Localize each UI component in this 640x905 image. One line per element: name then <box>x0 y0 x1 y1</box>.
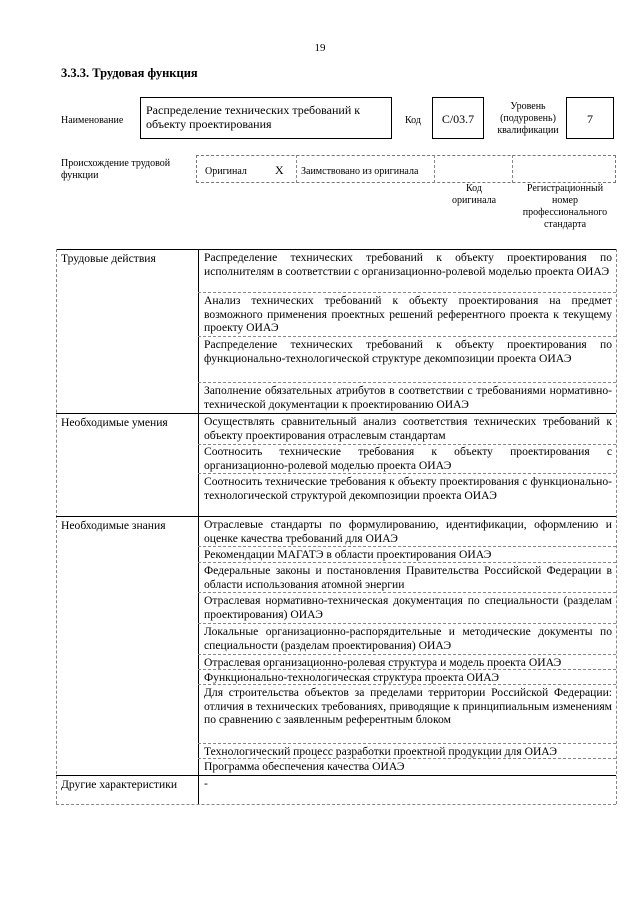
original-label: Оригинал <box>205 166 247 177</box>
knowledge-label: Необходимые знания <box>61 519 166 532</box>
code-label: Код <box>405 115 421 126</box>
skill-item: Соотносить технические требования к объекту проектирования с функционально-технологической структурой декомпозиции проекта ОИАЭ <box>204 475 612 502</box>
knowledge-item: Программа обеспечения качества ОИАЭ <box>204 760 405 773</box>
skill-item: Соотносить технические требования к объекту проектирования с организационно-ролевой моделью проекта ОИАЭ <box>204 445 612 472</box>
labor-action-item: Анализ технических требований к объекту проектирования на предмет возможного применения проектных решений референтного проекта к текущему проекту ОИАЭ <box>204 294 612 335</box>
knowledge-item: Отраслевая организационно-ролевая структура и модель проекта ОИАЭ <box>204 656 562 669</box>
knowledge-item: Отраслевая нормативно-техническая документация по специальности (разделам проектирования) ОИАЭ <box>204 594 612 621</box>
knowledge-item: Локальные организационно-распорядительные и методические документы по специальности (разделам проектирования) ОИАЭ <box>204 625 612 652</box>
name-box <box>140 97 392 139</box>
original-mark: X <box>275 163 284 177</box>
name-label: Наименование <box>61 115 124 126</box>
labor-actions-label: Трудовые действия <box>61 252 156 265</box>
knowledge-item: Технологический процесс разработки проектной продукции для ОИАЭ <box>204 745 558 758</box>
labor-action-item: Распределение технических требований к объекту проектирования по исполнителям в соответствии с организационно-ролевой моделью проекта ОИАЭ <box>204 251 612 278</box>
borrowed-label: Заимствовано из оригинала <box>301 166 419 177</box>
level-label: Уровень (подуровень) квалификации <box>497 101 559 136</box>
code-box <box>432 97 484 139</box>
skills-label: Необходимые умения <box>61 416 168 429</box>
knowledge-item: Рекомендации МАГАТЭ в области проектирования ОИАЭ <box>204 548 492 561</box>
skill-item: Осуществлять сравнительный анализ соответствия технических требований к объекту проектирования отраслевым стандартам <box>204 415 612 442</box>
knowledge-item: Федеральные законы и постановления Правительства Российской Федерации в области использования атомной энергии <box>204 564 612 591</box>
registration-number-caption: Регистрационный номер профессионального стандарта <box>522 183 608 230</box>
labor-action-item: Заполнение обязательных атрибутов в соответствии с требованиями нормативно-технической документации к проектированию ОИАЭ <box>204 384 612 411</box>
origin-label: Происхождение трудовой функции <box>61 158 171 181</box>
page-number: 19 <box>314 42 326 54</box>
code-value: С/03.7 <box>441 112 475 126</box>
labor-action-item: Распределение технических требований к объекту проектирования по функционально-технологической структуре декомпозиции проекта ОИАЭ <box>204 338 612 365</box>
level-value: 7 <box>587 112 593 126</box>
knowledge-item: Отраслевые стандарты по формулированию, идентификации, оформлению и оценке качества требований для ОИАЭ <box>204 518 612 545</box>
knowledge-item: Функционально-технологическая структура проекта ОИАЭ <box>204 671 500 684</box>
other-characteristics-value: - <box>204 777 208 790</box>
level-box <box>566 97 614 139</box>
other-characteristics-label: Другие характеристики <box>61 778 178 791</box>
section-title: 3.3.3. Трудовая функция <box>61 66 198 80</box>
name-value: Распределение технических требований к объекту проектирования <box>146 103 361 131</box>
knowledge-item: Для строительства объектов за пределами территории Российской Федерации: отличия в технических требованиях, приводящие к принципиальным изменениям по сравнению с заявленным референтным блоком <box>204 686 612 727</box>
code-original-caption: Код оригинала <box>451 183 497 206</box>
